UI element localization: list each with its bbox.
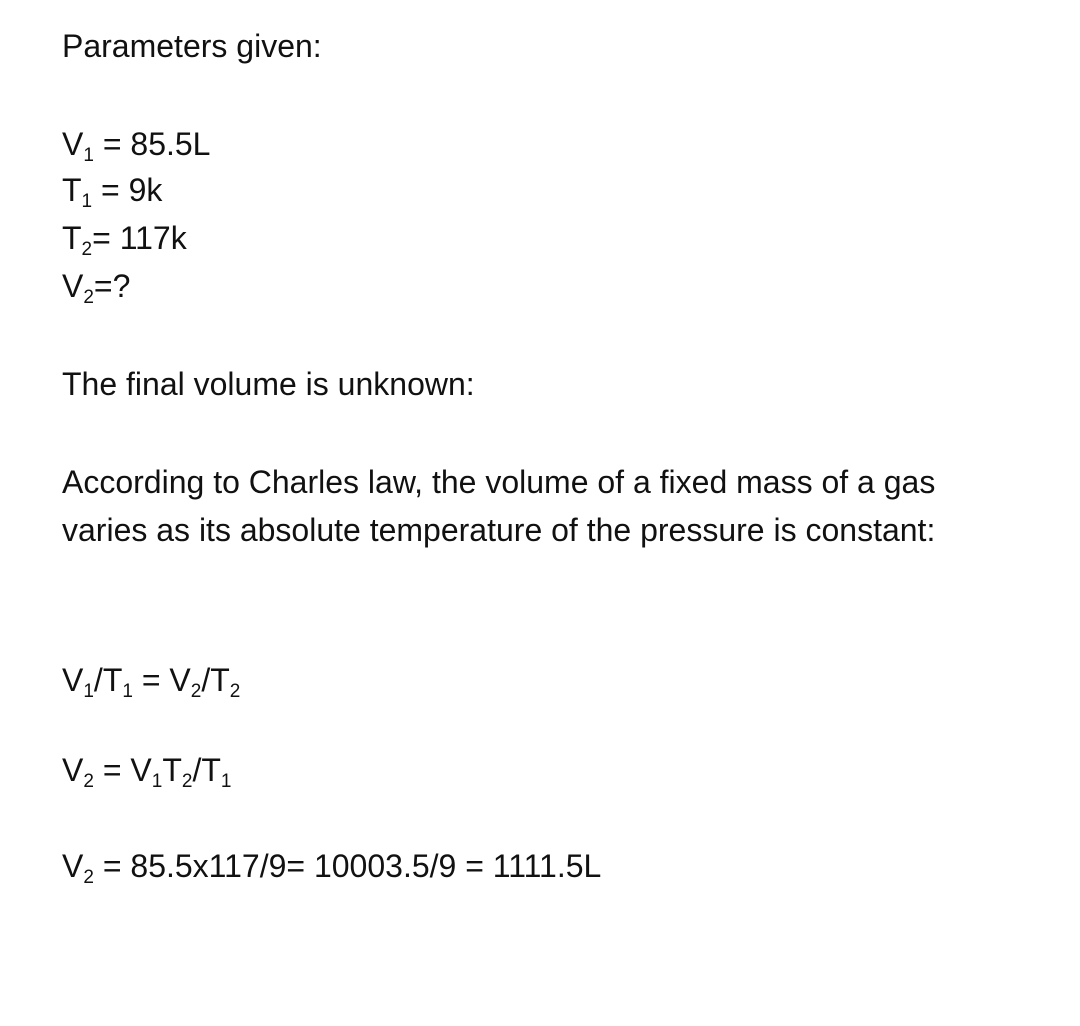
- param-value: =?: [93, 268, 131, 304]
- equation-text: /T: [93, 662, 123, 698]
- param-symbol: V: [62, 126, 84, 162]
- equation-ratio: [62, 662, 241, 702]
- equation-text: /T: [192, 752, 221, 788]
- equation-text: V: [62, 752, 84, 788]
- equation-subscript: 1: [122, 681, 133, 702]
- equation-result: [62, 848, 602, 888]
- param-v2: [62, 268, 131, 308]
- param-value: = 117k: [92, 220, 187, 256]
- equation-subscript: 2: [83, 771, 94, 792]
- param-value: = 85.5L: [93, 126, 211, 162]
- equation-rearranged: [62, 752, 232, 792]
- equation-subscript: 2: [181, 771, 193, 792]
- equation-text: = V: [93, 752, 152, 788]
- param-t1: [62, 172, 163, 212]
- param-symbol: V: [62, 268, 84, 304]
- unknown-statement: The final volume is unknown:: [62, 366, 475, 402]
- equation-subscript: 1: [151, 771, 163, 792]
- param-symbol: T: [62, 220, 82, 256]
- param-t2: [62, 220, 187, 260]
- equation-text: V: [62, 662, 84, 698]
- equation-subscript: 2: [229, 681, 241, 702]
- param-v1: [62, 126, 211, 166]
- equation-text: T: [162, 752, 182, 788]
- equation-subscript: 2: [190, 681, 202, 702]
- param-value: = 9k: [92, 172, 163, 208]
- parameters-heading: Parameters given:: [62, 28, 322, 64]
- param-subscript: 2: [83, 287, 94, 308]
- equation-subscript: 1: [220, 771, 232, 792]
- param-symbol: T: [62, 172, 82, 208]
- equation-subscript: 1: [83, 681, 94, 702]
- charles-law-paragraph: According to Charles law, the volume of a fixed mass of a gas varies as its absolute temperature of the pressure is constant:: [62, 464, 936, 548]
- param-subscript: 1: [83, 145, 94, 166]
- param-subscript: 2: [81, 239, 93, 260]
- equation-text: = V: [132, 662, 191, 698]
- param-subscript: 1: [81, 191, 93, 212]
- equation-text: V: [62, 848, 84, 884]
- equation-subscript: 2: [83, 867, 94, 888]
- equation-text: = 85.5x117/9= 10003.5/9 = 1111.5L: [93, 848, 602, 884]
- equation-text: /T: [201, 662, 230, 698]
